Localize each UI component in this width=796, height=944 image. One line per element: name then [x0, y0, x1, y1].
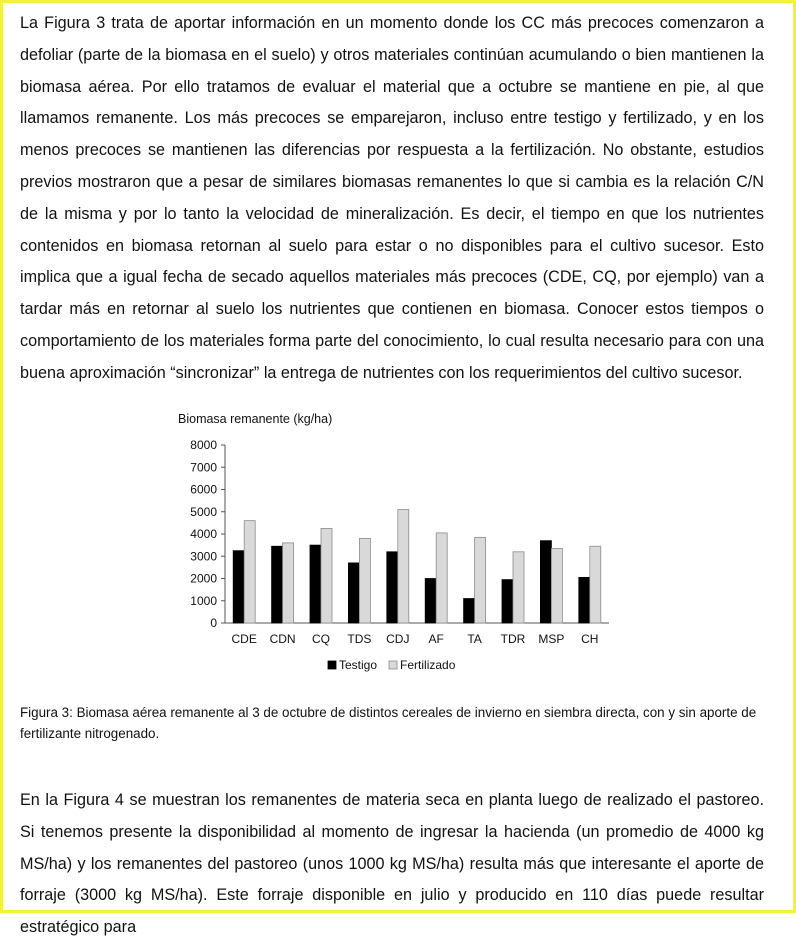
bar-fertilizado: [321, 528, 332, 623]
bar-testigo: [502, 580, 513, 623]
bar-fertilizado: [436, 533, 447, 623]
biomass-bar-chart: [163, 403, 633, 688]
bar-testigo: [348, 563, 359, 623]
legend-label: Fertilizado: [400, 658, 456, 672]
bar-fertilizado: [513, 552, 524, 623]
legend-swatch: [389, 661, 397, 669]
bar-testigo: [425, 579, 436, 624]
chart-legend: [328, 658, 456, 672]
y-axis-label: Biomasa remanente (kg/ha): [178, 412, 333, 426]
y-tick-label: 6000: [190, 482, 217, 497]
x-tick-label: CDJ: [386, 632, 410, 646]
legend-swatch: [328, 661, 336, 669]
figure-caption: Figura 3: Biomasa aérea remanente al 3 de octubre de distintos cereales de invierno en siembra directa, con y sin aporte de fertilizante nitrogenado.: [20, 705, 757, 741]
x-tick-label: TDR: [500, 632, 526, 646]
bar-fertilizado: [551, 548, 562, 623]
bar-fertilizado: [398, 510, 409, 623]
bar-fertilizado: [244, 521, 255, 623]
y-tick-label: 8000: [190, 438, 217, 452]
bar-testigo: [387, 552, 398, 623]
bar-fertilizado: [475, 537, 486, 623]
bar-fertilizado: [283, 543, 294, 623]
y-tick-label: 7000: [190, 460, 217, 475]
y-tick-label: 3000: [190, 549, 217, 564]
legend-label: Testigo: [339, 658, 378, 672]
x-tick-label: AF: [428, 632, 444, 646]
x-tick-label: CDE: [231, 632, 257, 646]
chart-bars: [233, 510, 601, 623]
bar-fertilizado: [590, 546, 601, 623]
paragraph-intro: La Figura 3 trata de aportar información en un momento donde los CC más precoces comenzaron a defoliar (parte de la biomasa en el suelo) y otros materiales continúan acumulando o bien mantienen la biomasa aérea. Por ello tratamos de evaluar el material que a octubre se mantiene en pie, al que llamamos remanente. Los más precoces se emparejaron, incluso entre testigo y fertilizado, y en los menos precoces se mantienen las diferencias por respuesta a la fertilización. No obstante, estudios previos mostraron que a pesar de similares biomasas remanentes lo que si cambia es la relación C/N de la misma y por lo tanto la velocidad de mineralización. Es decir, el tiempo en que los nutrientes contenidos en biomasa retornan al suelo para estar o no disponibles para el cultivo sucesor. Esto implica que a igual fecha de secado aquellos materiales más precoces (CDE, CQ, por ejemplo) van a tardar más en retornar al suelo los nutrientes que contienen en biomasa. Conocer estos tiempos o comportamiento de los materiales forma parte del conocimiento, lo cual resulta necesario para con una buena aproximación “sincronizar” la entrega de nutrientes con los requerimientos del cultivo sucesor.: [20, 14, 764, 382]
bar-fertilizado: [359, 538, 370, 623]
paragraph-figura4: En la Figura 4 se muestran los remanentes de materia seca en planta luego de realizado el pastoreo. Si tenemos presente la disponibilidad al momento de ingresar la hacienda (un promedio de 4000 kg MS/ha) y los remanentes del pastoreo (unos 1000 kg MS/ha) resulta más que interesante el aporte de forraje (3000 kg MS/ha). Este forraje disponible en julio y producido en 110 días puede resultar estratégico para: [20, 791, 764, 937]
bar-testigo: [310, 545, 321, 623]
bar-testigo: [233, 551, 244, 623]
bar-testigo: [540, 541, 551, 623]
x-tick-label: TA: [467, 632, 482, 646]
y-tick-label: 1000: [190, 593, 217, 608]
x-tick-label: MSP: [538, 632, 565, 646]
x-tick-label: TDS: [347, 632, 372, 646]
bar-testigo: [579, 577, 590, 623]
x-tick-label: CQ: [312, 632, 330, 646]
y-tick-label: 4000: [190, 527, 217, 541]
y-tick-label: 5000: [190, 504, 217, 519]
bar-testigo: [464, 599, 475, 623]
bar-testigo: [272, 546, 283, 623]
x-tick-label: CH: [581, 632, 599, 646]
y-tick-label: 2000: [190, 571, 217, 586]
x-tick-label: CDN: [269, 632, 296, 646]
y-tick-label: 0: [210, 616, 217, 630]
